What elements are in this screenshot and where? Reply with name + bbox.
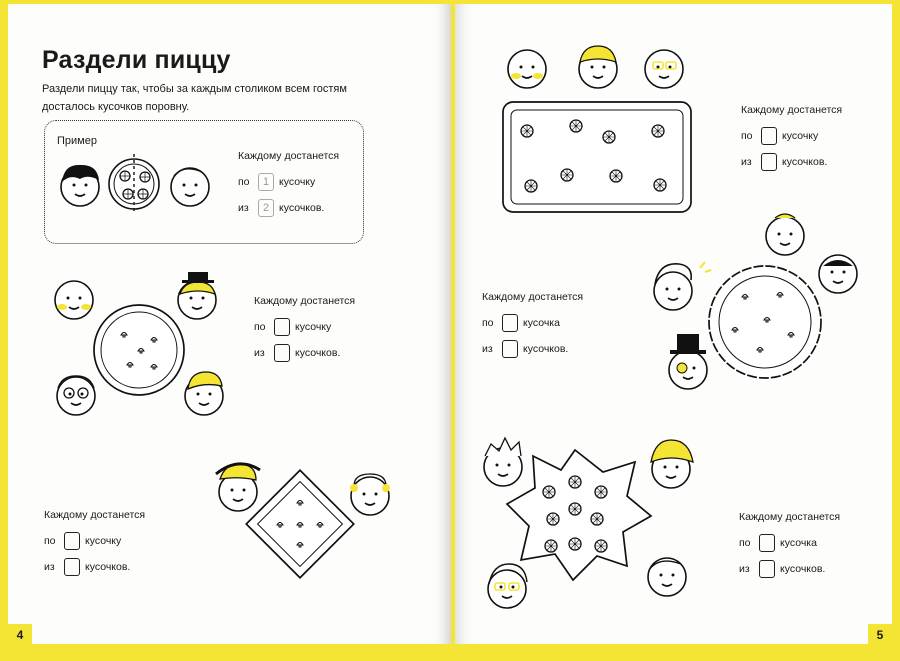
- answer-prefix: из: [44, 561, 55, 573]
- task1-guest-2: [178, 272, 216, 319]
- task4-guest-4: [669, 334, 707, 389]
- task5-guest-1: [484, 438, 522, 486]
- answer-heading: Каждому достанется: [739, 511, 841, 523]
- task3-guest-2: [579, 46, 617, 88]
- task4-guest-1: [766, 214, 804, 255]
- answer-prefix: по: [254, 321, 266, 333]
- answer-suffix: кусочков.: [780, 563, 826, 575]
- answer-heading: Каждому достанется: [254, 295, 356, 307]
- answer-prefix: по: [238, 176, 250, 188]
- task2-pizza: [246, 470, 353, 577]
- example-answer-box: 1: [258, 173, 274, 191]
- task1-pizza: [94, 305, 184, 395]
- task3-guests: [508, 46, 683, 88]
- page-number: 4: [8, 624, 32, 644]
- right-page: [455, 4, 892, 644]
- answer-suffix: кусочков.: [279, 202, 325, 214]
- task4-guest-2: [654, 262, 711, 310]
- right-illustrations: [455, 4, 892, 644]
- answer-suffix: кусочков.: [523, 343, 569, 355]
- answer-suffix: кусочку: [782, 130, 819, 142]
- instruction-text: Раздели пиццу так, чтобы за каждым столиком всем гостям досталось кусочков поровну.: [42, 83, 347, 113]
- answer-prefix: по: [739, 537, 751, 549]
- task5-guest-4: [648, 558, 686, 596]
- page-title: Раздели пиццу: [42, 46, 231, 74]
- task2-guest-2: [350, 474, 390, 515]
- answer-suffix: кусочку: [85, 535, 122, 547]
- task5-pizza: [507, 450, 651, 580]
- task1-guest-1: [55, 281, 93, 319]
- task1-guest-3: [57, 376, 95, 415]
- answer-prefix: из: [482, 343, 493, 355]
- answer-prefix: из: [739, 563, 750, 575]
- answer-prefix: из: [238, 202, 249, 214]
- answer-prefix: по: [44, 535, 56, 547]
- task5-guest-2: [651, 440, 693, 488]
- answer-heading: Каждому достанется: [482, 291, 584, 303]
- answer-heading: Каждому достанется: [741, 104, 843, 116]
- example-label: Пример: [57, 135, 97, 147]
- answer-suffix: кусочков.: [782, 156, 828, 168]
- left-illustrations: [8, 4, 451, 644]
- task4-pizza: [709, 266, 821, 378]
- example-answer-box: 2: [258, 199, 274, 217]
- task5-guest-3: [488, 564, 527, 608]
- example-guest-left: [61, 165, 99, 206]
- page-number: 5: [868, 624, 892, 644]
- task3-pizza: [503, 102, 691, 212]
- left-page: [8, 4, 451, 644]
- task1-guest-4: [185, 372, 223, 415]
- answer-prefix: из: [254, 347, 265, 359]
- answer-heading: Каждому достанется: [44, 509, 146, 521]
- task3-guest-1: [508, 50, 546, 88]
- answer-suffix: кусочка: [523, 317, 560, 329]
- answer-suffix: кусочков.: [295, 347, 341, 359]
- answer-suffix: кусочков.: [85, 561, 131, 573]
- task3-guest-3: [645, 50, 683, 88]
- answer-heading: Каждому достанется: [238, 150, 340, 162]
- answer-prefix: по: [482, 317, 494, 329]
- example-pizza: [109, 154, 159, 214]
- answer-prefix: из: [741, 156, 752, 168]
- task2-guest-1: [216, 464, 260, 511]
- task4-guest-3: [819, 255, 857, 293]
- example-guest-right: [171, 168, 209, 206]
- answer-suffix: кусочку: [279, 176, 316, 188]
- answer-prefix: по: [741, 130, 753, 142]
- answer-suffix: кусочка: [780, 537, 817, 549]
- answer-suffix: кусочку: [295, 321, 332, 333]
